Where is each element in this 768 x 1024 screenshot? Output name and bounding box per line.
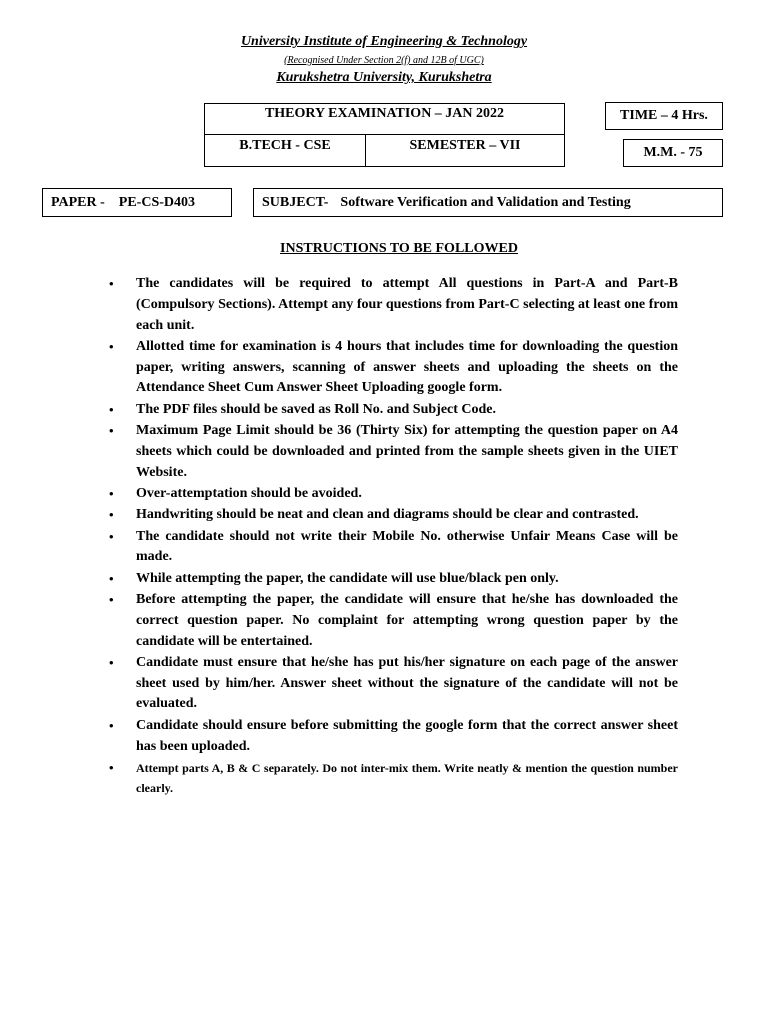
bullet-icon: • [109, 485, 114, 501]
instruction-item [108, 421, 678, 483]
instruction-text: The PDF files should be saved as Roll No. and Subject Code. [136, 401, 497, 417]
instruction-text: Maximum Page Limit should be 36 (Thirty Six) for attempting the question paper on A4 sheets which could be downloaded and printed from the sample sheets given in the UIET Website. [136, 423, 678, 480]
instruction-text: The candidate should not write their Mobile No. otherwise Unfair Means Case will be made. [136, 528, 678, 565]
max-marks-box: M.M. - 75 [623, 139, 723, 167]
bullet-icon: • [109, 338, 114, 354]
bullet-icon: • [109, 276, 114, 291]
subject-name: Software Verification and Validation and Testing [340, 195, 631, 210]
subject-label: SUBJECT- [262, 195, 329, 210]
bullet-icon: • [109, 759, 114, 775]
bullet-icon: • [109, 717, 114, 733]
instruction-item [108, 274, 678, 336]
instruction-item [108, 505, 678, 526]
paper-label: PAPER - [51, 195, 105, 210]
bullet-icon: • [109, 570, 114, 586]
instruction-item [108, 527, 678, 569]
university-name: Kurukshetra University, Kurukshetra [276, 70, 492, 85]
instruction-text: The candidates will be required to attempt All questions in Part-A and Part-B (Compulsory Sections). Attempt any four questions from Part-C selecting at least one from each unit. [136, 276, 678, 333]
institute-name: University Institute of Engineering & Technology [240, 34, 528, 49]
instruction-item [108, 653, 678, 715]
paper-box [42, 188, 232, 217]
bullet-icon: • [109, 423, 114, 439]
instruction-text: Handwriting should be neat and clean and diagrams should be clear and contrasted. [136, 507, 639, 523]
exam-title: THEORY EXAMINATION – JAN 2022 [205, 104, 564, 135]
instruction-text: Candidate must ensure that he/she has put his/her signature on each page of the answer sheet used by him/her. Answer sheet without the signature of the candidate will not be evaluated. [136, 654, 678, 712]
bullet-icon: • [109, 654, 114, 670]
instruction-item [108, 716, 678, 758]
instruction-item [108, 337, 678, 399]
instruction-text: Candidate should ensure before submitting the google form that the correct answer sheet has been uploaded. [136, 717, 678, 754]
subject-box [253, 188, 723, 217]
instruction-text: Attempt parts A, B & C separately. Do not inter-mix them. Write neatly & mention the question number clearly. [136, 760, 678, 796]
instruction-item [108, 569, 678, 590]
instruction-text: While attempting the paper, the candidate will use blue/black pen only. [136, 570, 559, 586]
instructions-heading: INSTRUCTIONS TO BE FOLLOWED [280, 241, 518, 256]
paper-code: PE-CS-D403 [118, 195, 196, 210]
course-cell: B.TECH - CSE [205, 135, 366, 167]
instruction-item [108, 758, 678, 799]
semester-cell: SEMESTER – VII [409, 138, 521, 153]
bullet-icon: • [109, 507, 114, 523]
bullet-icon: • [109, 591, 114, 607]
exam-info-table [204, 103, 565, 167]
bullet-icon: • [109, 401, 114, 417]
instructions-list [108, 274, 678, 799]
time-box: TIME – 4 Hrs. [605, 102, 723, 130]
instruction-text: Over-attemptation should be avoided. [136, 485, 362, 501]
instruction-item [108, 484, 678, 505]
instruction-text: Before attempting the paper, the candidate will ensure that he/she has downloaded the correct question paper. No complaint for attempting wrong question paper by the candidate will be entertained. [136, 591, 678, 649]
instruction-item [108, 400, 678, 421]
instruction-item [108, 590, 678, 652]
recognition-note: (Recognised Under Section 2(f) and 12B of UGC) [284, 55, 484, 66]
bullet-icon: • [109, 528, 114, 544]
instruction-text: Allotted time for examination is 4 hours that includes time for downloading the question paper, writing answers, scanning of answer sheets and uploading the sheets on the Attendance Sheet Cum Answer Sheet Uploading google form. [136, 338, 678, 396]
